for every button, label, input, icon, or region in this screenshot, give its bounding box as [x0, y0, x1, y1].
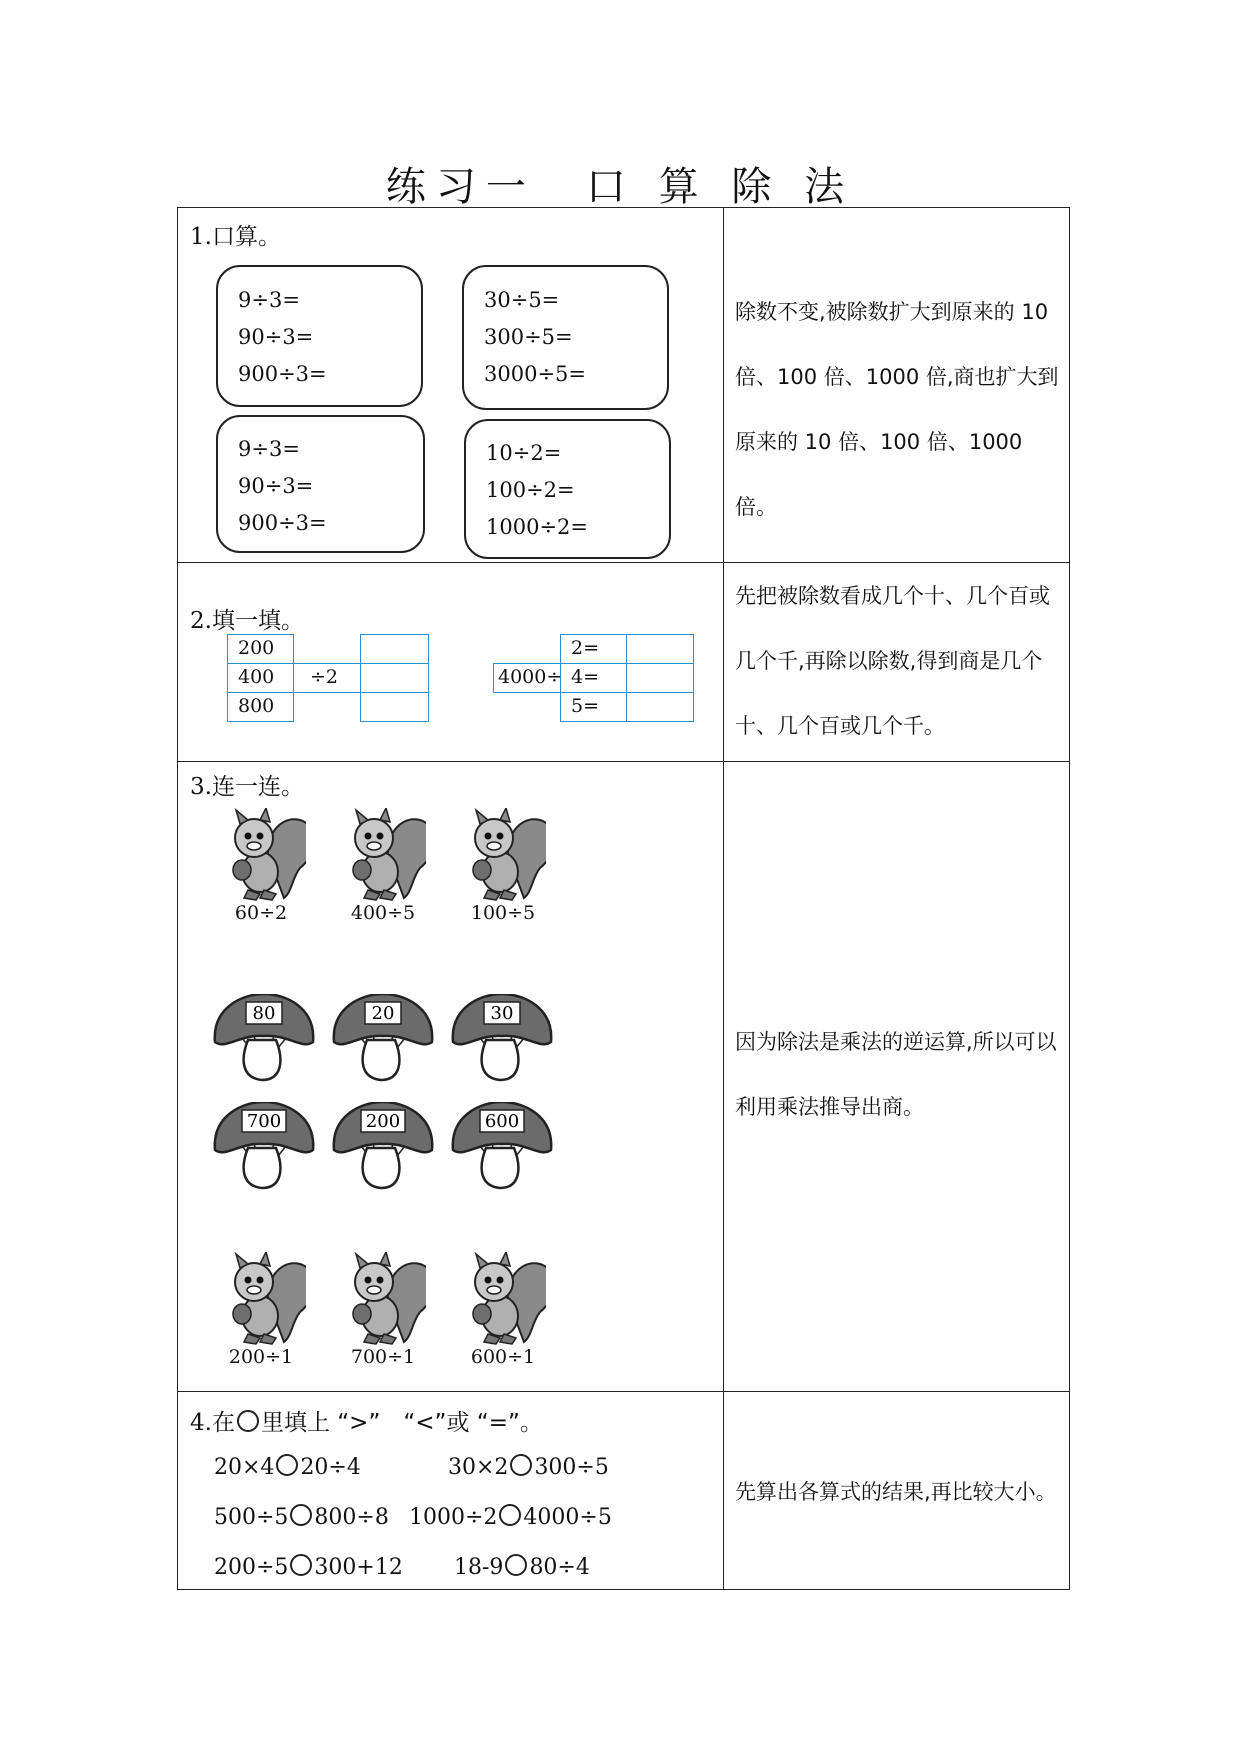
circle-icon — [237, 1410, 259, 1432]
mushroom-image — [450, 994, 554, 1084]
mushroom-number: 600 — [484, 1111, 520, 1132]
q1-expression: 90÷3= — [238, 325, 314, 349]
q2-answer-blank[interactable] — [626, 692, 694, 722]
q4-comparison: 200÷5 300+12 — [214, 1555, 403, 1580]
squirrel-image — [220, 1252, 306, 1348]
q1-expression: 10÷2= — [486, 441, 562, 465]
squirrel-image — [460, 1252, 546, 1348]
q4-comparison: 1000÷2 4000÷5 — [409, 1505, 612, 1530]
squirrel-expression: 600÷1 — [470, 1346, 536, 1368]
compare-circle[interactable] — [290, 1554, 312, 1576]
q2-left-value-cell: 200 — [227, 634, 294, 664]
compare-circle[interactable] — [510, 1454, 532, 1476]
mushroom-image — [331, 994, 435, 1084]
compare-circle[interactable] — [499, 1504, 521, 1526]
mushroom-number: 20 — [371, 1003, 395, 1024]
q3-number: 3. — [190, 774, 212, 800]
q4-title — [190, 1404, 543, 1437]
mushroom-number: 700 — [246, 1111, 282, 1132]
q4-comparison: 500÷5 800÷8 — [214, 1505, 389, 1530]
q1-box-3 — [216, 415, 425, 553]
mushroom-image — [331, 1102, 435, 1192]
q2-left-operator: ÷2 — [293, 663, 361, 693]
mushroom-image — [450, 1102, 554, 1192]
q2-answer-blank[interactable] — [626, 634, 694, 664]
squirrel-image — [340, 1252, 426, 1348]
q1-expression: 300÷5= — [484, 325, 573, 349]
q1-box-2 — [462, 265, 669, 410]
q4-label-after: 里填上 “>” “<”或 “=”。 — [260, 1410, 543, 1436]
q2-answer-blank[interactable] — [360, 634, 429, 664]
q1-label: 口算。 — [211, 224, 281, 250]
row-divider — [178, 562, 1069, 563]
q2-left-value-cell: 400 — [227, 663, 294, 693]
mushroom-number: 80 — [252, 1003, 276, 1024]
mushroom-image — [212, 1102, 316, 1192]
squirrel-expression: 400÷5 — [350, 902, 416, 924]
squirrel-expression: 200÷1 — [228, 1346, 294, 1368]
q4-tip: 先算出各算式的结果,再比较大小。 — [735, 1480, 1057, 1504]
q1-expression: 900÷3= — [238, 362, 327, 386]
page-title: 练习一 口 算 除 法 — [385, 164, 855, 210]
q2-answer-blank[interactable] — [360, 663, 429, 693]
q3-title — [190, 768, 304, 801]
mushroom-number: 200 — [365, 1111, 401, 1132]
worksheet-table — [177, 207, 1070, 1590]
q4-comparison: 20×4 20÷4 — [214, 1455, 361, 1480]
q1-expression: 30÷5= — [484, 288, 560, 312]
q1-expression: 9÷3= — [238, 288, 300, 312]
row-divider — [178, 761, 1069, 762]
q2-answer-blank[interactable] — [360, 692, 429, 722]
q1-expression: 3000÷5= — [484, 362, 586, 386]
q1-box-1 — [216, 265, 423, 407]
q2-title — [190, 602, 304, 635]
mushroom-number: 30 — [490, 1003, 514, 1024]
q2-right-divisor-cell: 4= — [560, 663, 627, 693]
q2-label: 填一填。 — [211, 608, 304, 634]
q1-number: 1. — [190, 224, 212, 250]
squirrel-expression: 60÷2 — [234, 902, 288, 924]
q2-left-value-cell: 800 — [227, 692, 294, 722]
q3-tip: 因为除法是乘法的逆运算,所以可以利用乘法推导出商。 — [735, 1030, 1057, 1119]
q1-tip: 除数不变,被除数扩大到原来的 10 倍、100 倍、1000 倍,商也扩大到原来的 10 倍、100 倍、1000 倍。 — [735, 300, 1059, 519]
q1-box-4 — [464, 419, 671, 559]
q4-comparison: 30×2 300÷5 — [448, 1455, 609, 1480]
q2-answer-blank[interactable] — [626, 663, 694, 693]
squirrel-image — [340, 808, 426, 904]
q1-expression: 90÷3= — [238, 474, 314, 498]
q1-expression: 900÷3= — [238, 511, 327, 535]
q2-right-divisor-cell: 2= — [560, 634, 627, 664]
compare-circle[interactable] — [290, 1504, 312, 1526]
q1-expression: 9÷3= — [238, 437, 300, 461]
q2-tip: 先把被除数看成几个十、几个百或几个千,再除以除数,得到商是几个十、几个百或几个千。 — [735, 584, 1050, 738]
compare-circle[interactable] — [276, 1454, 298, 1476]
q4-comparison: 18-9 80÷4 — [454, 1555, 590, 1580]
q1-expression: 1000÷2= — [486, 515, 588, 539]
q1-title — [190, 218, 281, 251]
compare-circle[interactable] — [505, 1554, 527, 1576]
squirrel-image — [460, 808, 546, 904]
squirrel-expression: 700÷1 — [350, 1346, 416, 1368]
q2-number: 2. — [190, 608, 212, 634]
q4-label-before: 在 — [211, 1410, 235, 1436]
row-divider — [178, 1391, 1069, 1392]
q3-label: 连一连。 — [211, 774, 304, 800]
q1-expression: 100÷2= — [486, 478, 575, 502]
squirrel-expression: 100÷5 — [470, 902, 536, 924]
q2-right-divisor-cell: 5= — [560, 692, 627, 722]
q2-right-dividend: 4000÷ — [493, 663, 561, 693]
column-divider — [723, 208, 724, 1589]
squirrel-image — [220, 808, 306, 904]
mushroom-image — [212, 994, 316, 1084]
q4-number: 4. — [190, 1410, 212, 1436]
